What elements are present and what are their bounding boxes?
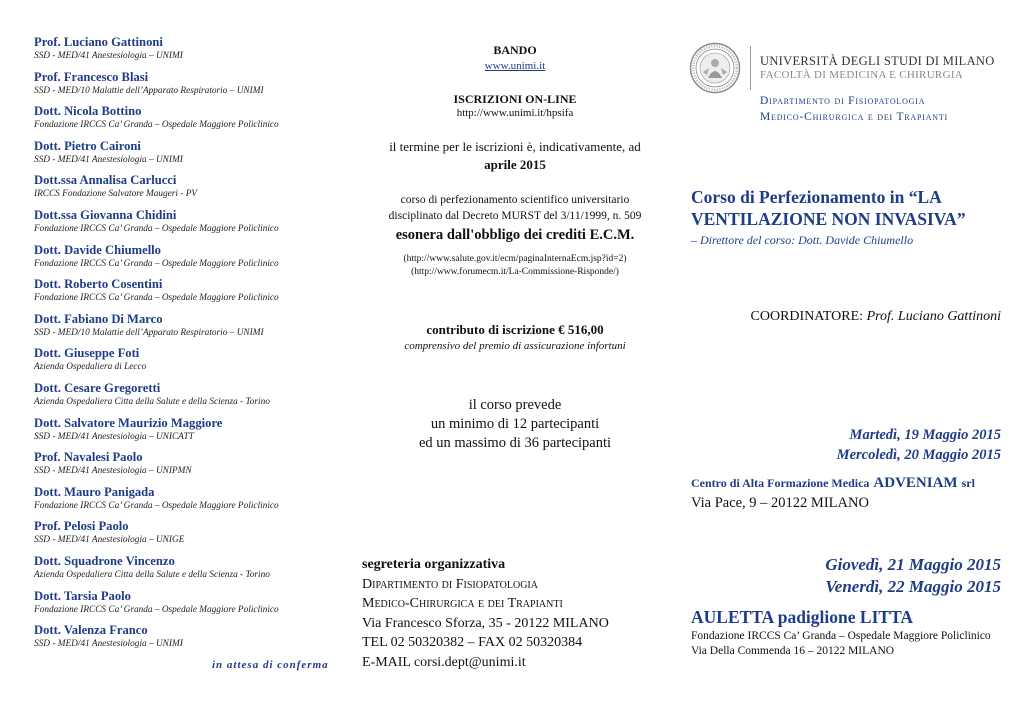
teacher-affiliation: Azienda Ospedaliera di Lecco (34, 362, 147, 373)
session2-venue: AULETTA padiglione LITTA (691, 607, 914, 627)
teacher-name: Dott. Valenza Franco (34, 623, 148, 638)
session2-date2: Venerdì, 22 Maggio 2015 (825, 577, 1001, 596)
teacher-item (34, 416, 344, 451)
bando-link[interactable]: www.unimi.it (484, 60, 546, 72)
teacher-affiliation: SSD - MED/41 Anestesiologia – UNIMI (34, 639, 183, 650)
bando-link-wrap (362, 60, 668, 72)
teacher-item (34, 70, 344, 105)
secretariat-block (362, 555, 609, 672)
session1-venue (691, 474, 975, 492)
session2-date1: Giovedì, 21 Maggio 2015 (825, 555, 1001, 574)
teacher-affiliation: SSD - MED/41 Anestesiologia – UNIGE (34, 535, 185, 546)
teacher-affiliation: SSD - MED/41 Anestesiologia – UNIPMN (34, 466, 192, 477)
fee-label: contributo di iscrizione € 516,00 (426, 322, 604, 337)
course-desc-line1: corso di perfezionamento scientifico universitario (400, 194, 630, 206)
course-desc-line2: disciplinato dal Decreto MURST del 3/11/1999, n. 509 (388, 210, 642, 222)
secretariat-address: Via Francesco Sforza, 35 - 20122 MILANO (362, 615, 609, 631)
session1-venue-name: ADVENIAM (873, 475, 958, 491)
teacher-item (34, 450, 344, 485)
teacher-item (34, 35, 344, 70)
teacher-affiliation: SSD - MED/41 Anestesiologia – UNIMI (34, 154, 183, 165)
teacher-name: Dott. Fabiano Di Marco (34, 311, 163, 326)
department-line1: Dipartimento di Fisiopatologia (760, 95, 926, 107)
secretariat-phone: TEL 02 50320382 – FAX 02 50320384 (362, 635, 583, 650)
teacher-name: Dott. Cesare Gregoretti (34, 380, 161, 395)
session2-venue-org: Fondazione IRCCS Ca’ Granda – Ospedale Maggiore Policlinico (691, 630, 991, 642)
deadline-text: il termine per le iscrizioni è, indicativamente, ad (389, 139, 641, 154)
secretariat-dept-line1: Dipartimento di Fisiopatologia (362, 576, 538, 592)
teacher-affiliation: SSD - MED/41 Anestesiologia – UNIMI (34, 51, 183, 61)
teacher-affiliation: SSD - MED/10 Malattie dell’Apparato Respiratorio – UNIMI (34, 327, 264, 338)
teacher-item (34, 554, 344, 589)
teacher-name: Dott. Squadrone Vincenzo (34, 553, 175, 568)
department-line2: Medico-Chirurgica e dei Trapianti (760, 111, 949, 123)
session1-venue-suffix: srl (961, 476, 975, 490)
fee-note: comprensivo del premio di assicurazione infortuni (404, 340, 626, 352)
teacher-item (34, 173, 344, 208)
teacher-affiliation: Azienda Ospedaliera Citta della Salute e della Scienza - Torino (34, 396, 270, 407)
teacher-item (34, 104, 344, 139)
teacher-name: Dott. Nicola Bottino (34, 104, 142, 119)
teacher-affiliation: Fondazione IRCCS Ca’ Granda – Ospedale Maggiore Policlinico (34, 258, 279, 269)
teacher-name: Dott. Giuseppe Foti (34, 346, 140, 361)
teacher-name: Dott. Salvatore Maurizio Maggiore (34, 415, 223, 430)
university-seal-icon (689, 42, 741, 94)
teacher-name: Prof. Pelosi Paolo (34, 519, 129, 534)
participants-line1: il corso prevede (468, 397, 562, 413)
bando-label: BANDO (493, 43, 537, 57)
session1-address: Via Pace, 9 – 20122 MILANO (691, 495, 869, 511)
teacher-list (34, 35, 344, 658)
teacher-item (34, 519, 344, 554)
session2-address: Via Della Commenda 16 – 20122 MILANO (691, 645, 895, 657)
teacher-affiliation: IRCCS Fondazione Salvatore Maugeri - PV (34, 189, 198, 200)
iscrizioni-url[interactable]: http://www.unimi.it/hpsifa (456, 107, 574, 119)
teacher-name: Dott.ssa Giovanna Chidini (34, 207, 177, 222)
participants-line2: un minimo di 12 partecipanti (430, 416, 600, 432)
course-title-line2: VENTILAZIONE NON INVASIVA” (691, 209, 966, 229)
teacher-item (34, 277, 344, 312)
session1-venue-prefix: Centro di Alta Formazione Medica (691, 476, 870, 490)
teacher-affiliation: Fondazione IRCCS Ca’ Granda – Ospedale Maggiore Policlinico (34, 604, 279, 615)
iscrizioni-label: ISCRIZIONI ON-LINE (453, 92, 577, 106)
secretariat-email[interactable]: E-MAIL corsi.dept@unimi.it (362, 654, 526, 670)
teacher-name: Prof. Luciano Gattinoni (34, 35, 163, 49)
coordinator-label: COORDINATORE: (750, 309, 864, 324)
teacher-affiliation: Azienda Ospedaliera Citta della Salute e della Scienza - Torino (34, 569, 270, 580)
session1-date2: Mercoledì, 20 Maggio 2015 (836, 447, 1001, 463)
ecm-url1[interactable]: (http://www.salute.gov.it/ecm/paginaInternaEcm.jsp?id=2) (403, 254, 627, 264)
teacher-item (34, 312, 344, 347)
ecm-exempt: esonera dall'obbligo dei crediti E.C.M. (395, 227, 635, 243)
teacher-name: Dott. Tarsia Paolo (34, 588, 131, 603)
teacher-name: Dott. Pietro Caironi (34, 138, 141, 153)
coordinator (751, 309, 1001, 325)
teacher-affiliation: Fondazione IRCCS Ca’ Granda – Ospedale Maggiore Policlinico (34, 223, 279, 234)
pending-note: in attesa di conferma (212, 659, 329, 671)
teacher-affiliation: SSD - MED/41 Anestesiologia – UNICATT (34, 431, 194, 442)
teacher-item (34, 381, 344, 416)
teacher-item (34, 485, 344, 520)
teacher-affiliation: Fondazione IRCCS Ca’ Granda – Ospedale Maggiore Policlinico (34, 293, 279, 304)
teacher-name: Prof. Francesco Blasi (34, 69, 149, 84)
teacher-affiliation: Fondazione IRCCS Ca’ Granda – Ospedale Maggiore Policlinico (34, 120, 279, 131)
teacher-affiliation: SSD - MED/10 Malattie dell’Apparato Respiratorio – UNIMI (34, 85, 264, 96)
coordinator-name: Prof. Luciano Gattinoni (866, 309, 1001, 324)
ecm-url2[interactable]: (http://www.forumecm.it/La-Commissione-Risponde/) (411, 267, 619, 277)
deadline-date: aprile 2015 (484, 157, 546, 172)
teacher-item (34, 346, 344, 381)
teacher-item (34, 243, 344, 278)
faculty-name: FACOLTÀ DI MEDICINA E CHIRURGIA (760, 69, 964, 81)
teacher-name: Dott. Davide Chiumello (34, 242, 161, 257)
course-director: – Direttore del corso: Dott. Davide Chiumello (691, 233, 914, 247)
session1-date1: Martedì, 19 Maggio 2015 (849, 427, 1001, 443)
teacher-item (34, 208, 344, 243)
header-divider (750, 46, 751, 90)
secretariat-dept-line2: Medico-Chirurgica e dei Trapianti (362, 596, 563, 611)
teacher-name: Dott.ssa Annalisa Carlucci (34, 173, 177, 188)
university-name: UNIVERSITÀ DEGLI STUDI DI MILANO (760, 54, 995, 68)
teacher-name: Dott. Roberto Cosentini (34, 277, 163, 292)
teacher-name: Prof. Navalesi Paolo (34, 450, 143, 465)
teacher-item (34, 623, 344, 658)
teacher-affiliation: Fondazione IRCCS Ca’ Granda – Ospedale Maggiore Policlinico (34, 500, 279, 511)
participants-line3: ed un massimo di 36 partecipanti (418, 435, 612, 451)
course-title-line1: Corso di Perfezionamento in “LA (691, 187, 942, 207)
secretariat-title: segreteria organizzativa (362, 557, 506, 572)
teacher-name: Dott. Mauro Panigada (34, 484, 155, 499)
teacher-item (34, 139, 344, 174)
teacher-item (34, 589, 344, 624)
